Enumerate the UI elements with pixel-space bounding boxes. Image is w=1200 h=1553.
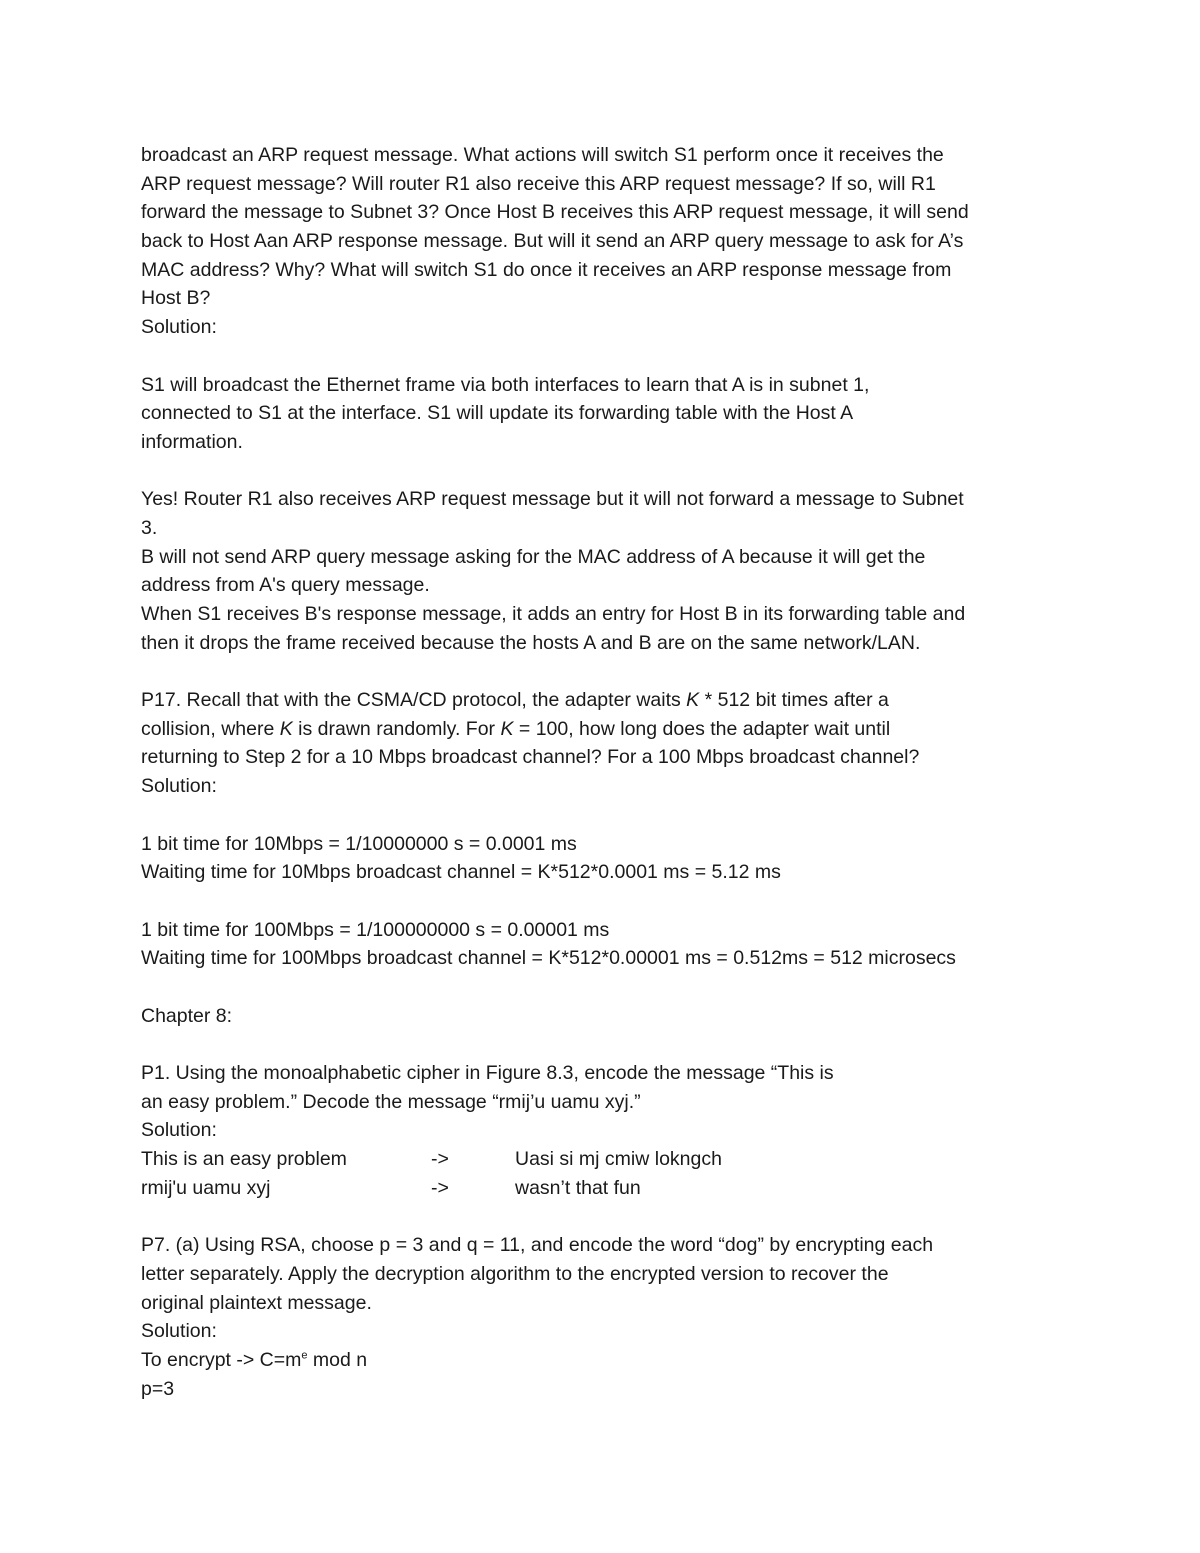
arp-question-line-4: back to Host Aan ARP response message. But will it send an ARP query message to ask for A’s [141, 230, 964, 253]
cipher-input: rmij'u uamu xyj [141, 1176, 271, 1199]
encrypt-tail: mod n [307, 1348, 368, 1371]
chapter-heading: Chapter 8: [141, 1004, 233, 1027]
p7-question-line-2: letter separately. Apply the decryption algorithm to the encrypted version to recover the [141, 1262, 889, 1285]
solution-label: Solution: [141, 316, 217, 339]
cipher-output: wasn’t that fun [515, 1176, 641, 1199]
arp-answer-line-1: S1 will broadcast the Ethernet frame via both interfaces to learn that A is in subnet 1, [141, 373, 870, 396]
blank-line [141, 657, 1061, 686]
arp-question-line-1: broadcast an ARP request message. What actions will switch S1 perform once it receives the [141, 144, 944, 166]
arrow: -> [431, 1148, 449, 1171]
p1-question-line-2: an easy problem.” Decode the message “rmij’u uamu xyj.” [141, 1090, 641, 1113]
arp-answer-line-9: then it drops the frame received because the hosts A and B are on the same network/LAN. [141, 631, 921, 654]
p1-question-line-1: P1. Using the monoalphabetic cipher in Figure 8.3, encode the message “This is [141, 1062, 834, 1084]
p17-text: = 100, how long does the adapter wait until [513, 717, 891, 740]
arp-answer-line-8: When S1 receives B's response message, it adds an entry for Host B in its forwarding table and [141, 603, 966, 625]
arp-answer-line-4: Yes! Router R1 also receives ARP request message but it will not forward a message to Subnet [141, 488, 964, 511]
p7-question-line-3: original plaintext message. [141, 1291, 372, 1314]
arp-answer-line-3: information. [141, 430, 243, 453]
p17-solution-line-1: 1 bit time for 10Mbps = 1/10000000 s = 0.0001 ms [141, 832, 577, 855]
document-page [141, 141, 1061, 1403]
p17-solution-line-4: Waiting time for 100Mbps broadcast channel = K*512*0.00001 ms = 0.512ms = 512 microsecs [141, 947, 956, 970]
arp-answer-line-6: B will not send ARP query message asking for the MAC address of A because it will get the [141, 545, 926, 568]
p17-question-line-3: returning to Step 2 for a 10 Mbps broadcast channel? For a 100 Mbps broadcast channel? [141, 746, 920, 769]
p17-question-line-2 [141, 715, 1061, 744]
cipher-row [141, 1145, 1061, 1174]
p-value: p=3 [141, 1377, 175, 1400]
solution-label: Solution: [141, 775, 217, 798]
blank-line [141, 973, 1061, 1002]
arp-question-line-2: ARP request message? Will router R1 also receive this ARP request message? If so, will R1 [141, 172, 936, 195]
p17-solution-line-2: Waiting time for 10Mbps broadcast channel = K*512*0.0001 ms = 5.12 ms [141, 861, 781, 884]
p17-solution-line-3: 1 bit time for 100Mbps = 1/100000000 s = 0.00001 ms [141, 918, 610, 941]
encrypt-formula [141, 1346, 1061, 1375]
blank-line [141, 1030, 1061, 1059]
variable-k: K [500, 717, 514, 740]
arp-answer-line-5: 3. [141, 516, 158, 539]
cipher-input: This is an easy problem [141, 1148, 347, 1171]
blank-line [141, 887, 1061, 916]
exponent-e: e [301, 1349, 308, 1362]
arp-question-line-6: Host B? [141, 287, 211, 310]
arp-question-line-3: forward the message to Subnet 3? Once Host B receives this ARP request message, it will send [141, 201, 969, 224]
solution-label: Solution: [141, 1119, 217, 1142]
arp-answer-line-2: connected to S1 at the interface. S1 will update its forwarding table with the Host A [141, 402, 854, 425]
blank-line [141, 342, 1061, 371]
arp-answer-line-7: address from A's query message. [141, 574, 430, 597]
arp-question-line-5: MAC address? Why? What will switch S1 do once it receives an ARP response message from [141, 258, 952, 281]
variable-k: K [686, 689, 700, 712]
cipher-output: Uasi si mj cmiw lokngch [515, 1148, 722, 1171]
p17-text: P17. Recall that with the CSMA/CD protocol, the adapter waits [141, 689, 687, 712]
solution-label: Solution: [141, 1320, 217, 1343]
blank-line [141, 801, 1061, 830]
p17-question-line-1 [141, 686, 1061, 715]
p17-text: * 512 bit times after a [699, 689, 889, 712]
cipher-row [141, 1174, 1061, 1203]
blank-line [141, 1202, 1061, 1231]
p17-text: collision, where [141, 717, 280, 740]
p7-question-line-1: P7. (a) Using RSA, choose p = 3 and q = 11, and encode the word “dog” by encrypting each [141, 1234, 934, 1257]
p17-text: is drawn randomly. For [292, 717, 501, 740]
variable-k: K [279, 717, 293, 740]
encrypt-label: To encrypt -> C=m [141, 1348, 302, 1371]
arrow: -> [431, 1176, 449, 1199]
blank-line [141, 457, 1061, 486]
